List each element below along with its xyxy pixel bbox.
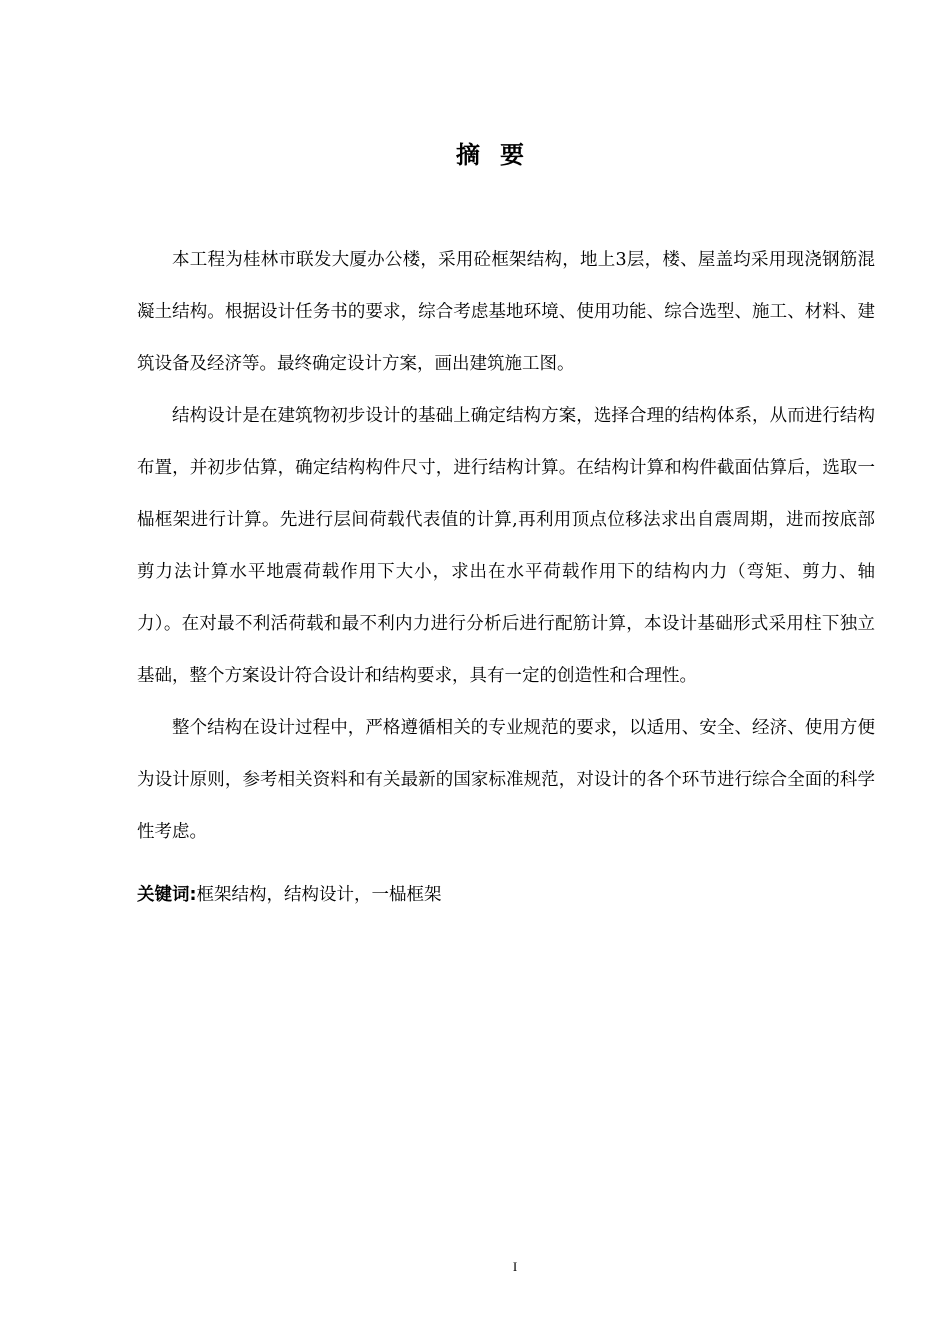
abstract-paragraph-1: 本工程为桂林市联发大厦办公楼，采用砼框架结构，地上3层，楼、屋盖均采用现浇钢筋混凝土结构。根据设计任务书的要求，综合考虑基地环境、使用功能、综合选型、施工、材料、建筑设备及经济等。最终确定设计方案，画出建筑施工图。 — [137, 250, 875, 374]
abstract-paragraph-2: 结构设计是在建筑物初步设计的基础上确定结构方案，选择合理的结构体系，从而进行结构布置，并初步估算，确定结构构件尺寸，进行结构计算。在结构计算和构件截面估算后，选取一榀框架进行计算。先进行层间荷载代表值的计算,再利用顶点位移法求出自震周期，进而按底部剪力法计算水平地震荷载作用下大小，求出在水平荷载作用下的结构内力（弯矩、剪力、轴力）。在对最不利活荷载和最不利内力进行分析后进行配筋计算，本设计基础形式采用柱下独立基础，整个方案设计符合设计和结构要求，具有一定的创造性和合理性。 — [137, 406, 875, 686]
page-number: I — [512, 1259, 518, 1274]
page-title: 摘要 — [456, 141, 544, 169]
abstract-body — [137, 234, 875, 858]
keywords-value: 框架结构，结构设计，一榀框架 — [196, 885, 442, 905]
keywords-label: 关键词: — [137, 885, 197, 905]
abstract-paragraph-3: 整个结构在设计过程中，严格遵循相关的专业规范的要求，以适用、安全、经济、使用方便为设计原则，参考相关资料和有关最新的国家标准规范，对设计的各个环节进行综合全面的科学性考虑。 — [137, 718, 875, 842]
keywords-line — [137, 878, 875, 912]
